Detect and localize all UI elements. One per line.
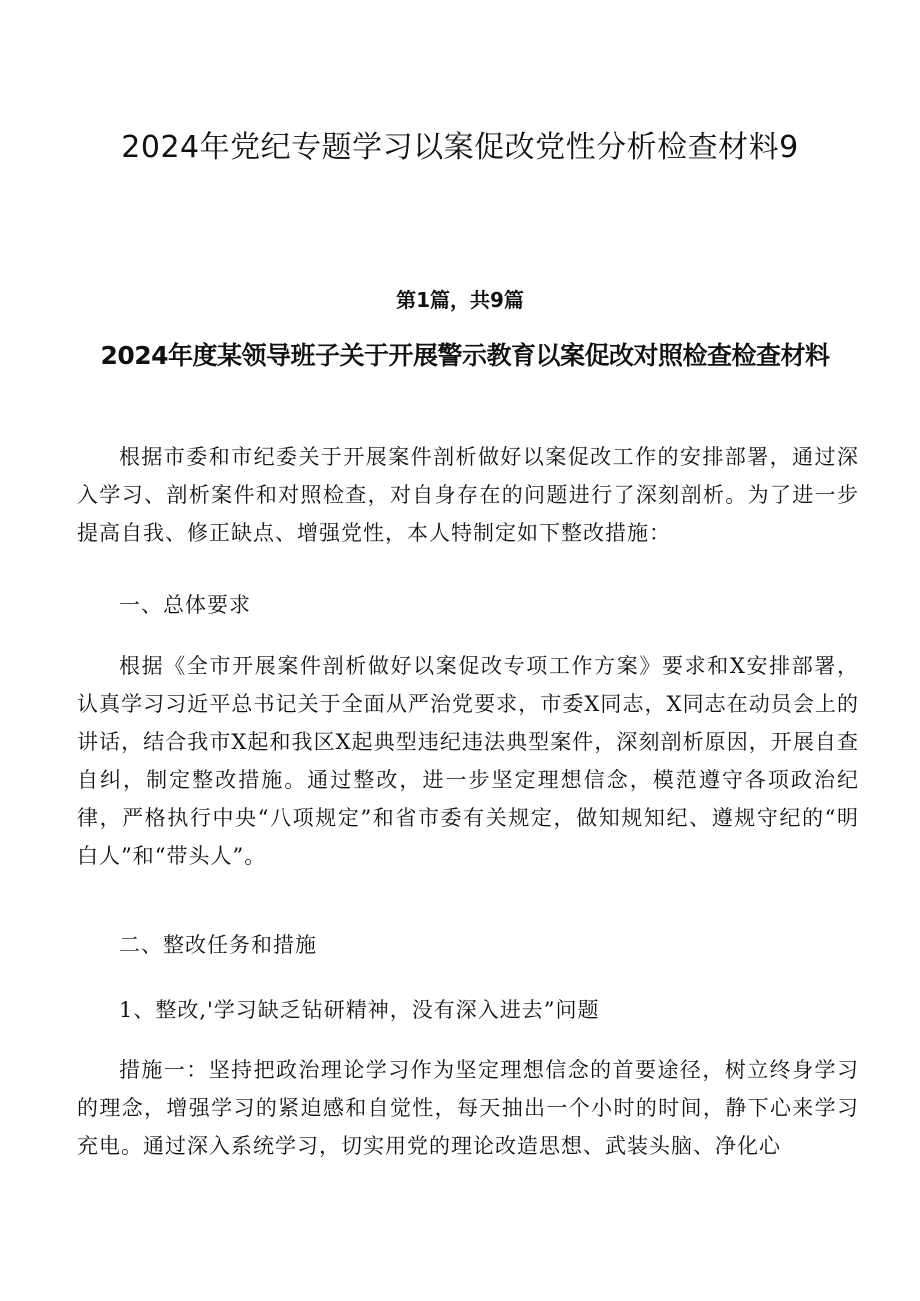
- item1-heading: 1、整改,'学习缺乏钻研精神，没有深入进去”问题: [119, 998, 600, 1022]
- document-title: 2024年党纪专题学习以案促改党性分析检查材料9: [121, 130, 799, 165]
- item1-measure-paragraph: 措施一：坚持把政治理论学习作为坚定理想信念的首要途径，树立终身学习的理念，增强学习的紧迫感和自觉性，每天抽出一个小时的时间，静下心来学习充电。通过深入系统学习，切实用党的理论改造思想、武装头脑、净化心: [77, 1058, 859, 1158]
- part-label: 第1篇，共9篇: [396, 288, 524, 312]
- section1-paragraph: 根据《全市开展案件剖析做好以案促改专项工作方案》要求和X安排部署，认真学习习近平总书记关于全面从严治党要求，市委X同志，X同志在动员会上的讲话，结合我市X起和我区X起典型违纪违法典型案件，深刻剖析原因，开展自查自纠，制定整改措施。通过整改，进一步坚定理想信念，模范遵守各项政治纪律，严格执行中央“八项规定”和省市委有关规定，做知规知纪、遵规守纪的“明白人”和“带头人”。: [77, 654, 859, 868]
- section2-heading: 二、整改任务和措施: [119, 933, 317, 957]
- intro-paragraph: 根据市委和市纪委关于开展案件剖析做好以案促改工作的安排部署，通过深入学习、剖析案件和对照检查，对自身存在的问题进行了深刻剖析。为了进一步提高自我、修正缺点、增强党性，本人特制定如下整改措施：: [77, 445, 859, 545]
- section-subtitle: 2024年度某领导班子关于开展警示教育以案促改对照检查检查材料: [100, 341, 830, 370]
- section1-heading: 一、总体要求: [119, 593, 251, 617]
